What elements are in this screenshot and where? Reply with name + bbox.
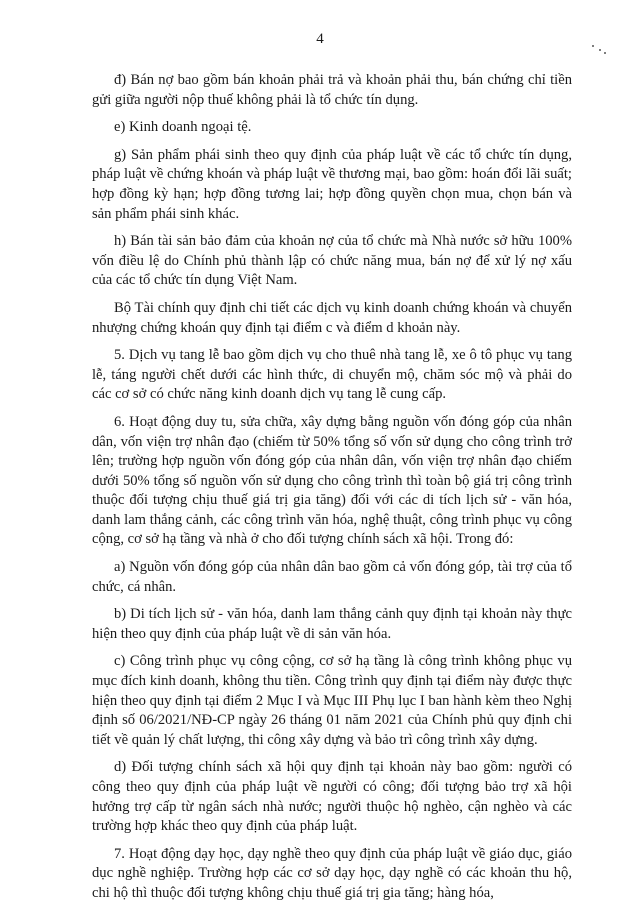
paragraph-7-teaching: 7. Hoạt động dạy học, dạy nghề theo quy định của pháp luật về giáo dục, giáo dục nghề nghiệp. Trường hợp các cơ sở dạy học, dạy nghề có các khoản thu hộ, chi hộ thì thuộc đối tượng không chịu thuế giá trị gia tăng; hàng hóa, xyxy=(92,845,572,901)
paragraph-h-collateral-sale: h) Bán tài sản bảo đảm của khoản nợ của tổ chức mà Nhà nước sở hữu 100% vốn điều lệ do Chính phủ thành lập có chức năng mua, bán nợ để xử lý nợ xấu của các tổ chức tín dụng Việt Nam. xyxy=(92,233,572,289)
paragraph-d-debt-sale: đ) Bán nợ bao gồm bán khoản phải trả và khoản phải thu, bán chứng chỉ tiền gửi giữa người nộp thuế không phải là tổ chức tín dụng. xyxy=(92,72,572,108)
paragraph-6-construction: 6. Hoạt động duy tu, sửa chữa, xây dựng bằng nguồn vốn đóng góp của nhân dân, vốn viện trợ nhân đạo (chiếm từ 50% tổng số vốn sử dụng cho công trình trở lên; trường hợp nguồn vốn đóng góp của nhân dân, vốn viện trợ nhân đạo chiếm dưới 50% tổng số nguồn vốn sử dụng cho công trình thì toàn bộ giá trị công trình thuộc đối tượng chịu thuế giá trị gia tăng) đối với các di tích lịch sử - văn hóa, danh lam thắng cảnh, các công trình văn hóa, nghệ thuật, công trình phục vụ công cộng, cơ sở hạ tầng và nhà ở cho đối tượng chính sách xã hội. Trong đó: xyxy=(92,413,572,548)
paragraph-ministry-of-finance: Bộ Tài chính quy định chi tiết các dịch vụ kinh doanh chứng khoán và chuyển nhượng chứng khoán quy định tại điểm c và điểm d khoản này. xyxy=(92,299,572,336)
paragraph-6d-social-policy: d) Đối tượng chính sách xã hội quy định tại khoản này bao gồm: người có công theo quy định của pháp luật về người có công; đối tượng bảo trợ xã hội hưởng trợ cấp từ ngân sách nhà nước; người thuộc hộ nghèo, cận nghèo và các trường hợp khác theo quy định của pháp luật. xyxy=(92,759,572,835)
page-number: 4 xyxy=(316,31,324,47)
document-body xyxy=(92,71,572,907)
paragraph-6b-historical-sites: b) Di tích lịch sử - văn hóa, danh lam thắng cảnh quy định tại khoản này thực hiện theo quy định của pháp luật về di sản văn hóa. xyxy=(92,606,572,642)
paragraph-e-foreign-currency: e) Kinh doanh ngoại tệ. xyxy=(114,119,252,136)
scan-speck-mark xyxy=(590,44,608,54)
paragraph-6a-contributions: a) Nguồn vốn đóng góp của nhân dân bao gồm cả vốn đóng góp, tài trợ của tổ chức, cá nhân. xyxy=(92,559,572,595)
paragraph-g-derivatives: g) Sản phẩm phái sinh theo quy định của pháp luật về các tổ chức tín dụng, pháp luật về chứng khoán và pháp luật về thương mại, bao gồm: hoán đổi lãi suất; hợp đồng kỳ hạn; hợp đồng tương lai; hợp đồng quyền chọn mua, chọn bán và sản phẩm phái sinh khác. xyxy=(92,146,572,222)
paragraph-5-funeral-services: 5. Dịch vụ tang lễ bao gồm dịch vụ cho thuê nhà tang lễ, xe ô tô phục vụ tang lễ, táng người chết dưới các hình thức, di chuyển mộ, chăm sóc mộ và phải do các cơ sở có chức năng kinh doanh dịch vụ tang lễ cung cấp. xyxy=(92,347,572,403)
paragraph-6c-public-works: c) Công trình phục vụ công cộng, cơ sở hạ tầng là công trình không phục vụ mục đích kinh doanh, không thu tiền. Công trình quy định tại điểm này được thực hiện theo quy định tại điểm 2 Mục I và Mục III Phụ lục I ban hành kèm theo Nghị định số 06/2021/NĐ-CP ngày 26 tháng 01 năm 2021 của Chính phủ quy định chi tiết về quản lý chất lượng, thi công xây dựng và bảo trì công trình xây dựng. xyxy=(92,653,572,748)
